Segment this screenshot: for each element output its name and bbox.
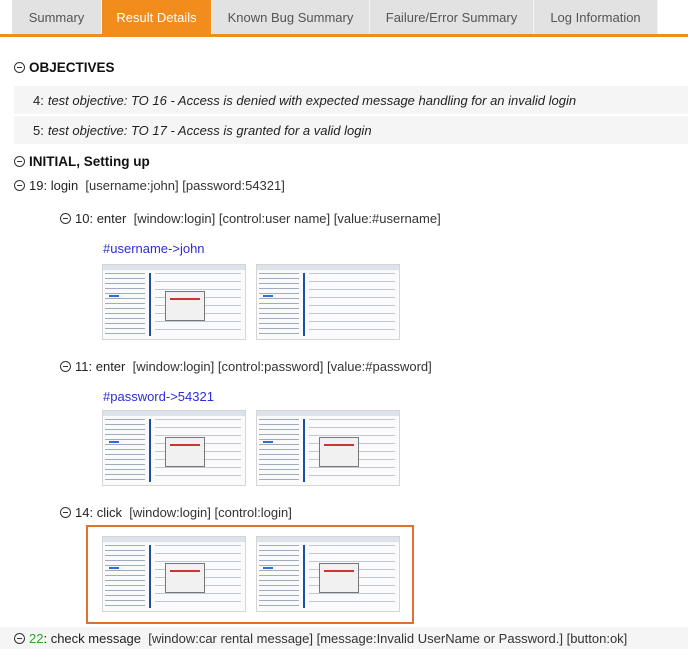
step-click-login[interactable] [0, 502, 688, 522]
step-action: : check message [43, 630, 142, 646]
objective-item [14, 116, 688, 144]
screenshot-thumbnail[interactable] [256, 536, 400, 612]
step-params: [window:login] [control:login] [129, 504, 292, 520]
objective-number: 4: [33, 92, 44, 108]
screenshot-group [102, 264, 400, 340]
objective-item [14, 86, 688, 114]
step-number: 19: [29, 177, 48, 193]
objective-text: test objective: TO 16 - Access is denied with expected message handling for an invalid login [47, 92, 577, 108]
objective-text: test objective: TO 17 - Access is granted for a valid login [47, 122, 372, 138]
step-number: 11: [75, 358, 93, 374]
initial-title: INITIAL, Setting up [29, 153, 150, 169]
tab-underline [0, 34, 688, 37]
step-params: [window:login] [control:user name] [value:#username] [133, 210, 441, 226]
tab-summary[interactable]: Summary [12, 0, 102, 34]
step-enter-password[interactable] [0, 356, 688, 376]
step-params: [window:car rental message] [message:Invalid UserName or Password.] [button:ok] [148, 630, 628, 646]
collapse-icon[interactable] [14, 633, 25, 644]
step-params: [username:john] [password:54321] [85, 177, 285, 193]
objectives-header[interactable] [0, 56, 688, 78]
initial-header[interactable] [0, 150, 688, 172]
tab-log-information[interactable]: Log Information [534, 0, 658, 34]
step-number: 14: [75, 504, 94, 520]
tab-bar [0, 0, 688, 34]
screenshot-thumbnail[interactable] [102, 536, 246, 612]
step-action: enter [95, 358, 126, 374]
tab-failure-error-summary[interactable]: Failure/Error Summary [370, 0, 534, 34]
step-action: enter [96, 210, 127, 226]
step-action: login [50, 177, 79, 193]
step-enter-username[interactable] [0, 208, 688, 228]
screenshot-thumbnail[interactable] [102, 410, 246, 486]
collapse-icon[interactable] [60, 213, 71, 224]
objectives-title: OBJECTIVES [29, 59, 115, 75]
screenshot-thumbnail[interactable] [256, 410, 400, 486]
step-params: [window:login] [control:password] [value:#password] [132, 358, 432, 374]
screenshot-thumbnail[interactable] [256, 264, 400, 340]
tab-result-details[interactable]: Result Details [102, 0, 212, 34]
objective-number: 5: [33, 122, 44, 138]
step-action: click [96, 504, 122, 520]
screenshot-thumbnail[interactable] [102, 264, 246, 340]
variable-assignment: #username->john [103, 241, 205, 256]
collapse-icon[interactable] [14, 180, 25, 191]
collapse-icon[interactable] [60, 507, 71, 518]
step-number: 22 [29, 630, 44, 646]
variable-assignment: #password->54321 [103, 389, 214, 404]
step-login[interactable] [0, 175, 688, 195]
tab-known-bug-summary[interactable]: Known Bug Summary [212, 0, 370, 34]
screenshot-group [102, 536, 400, 612]
collapse-icon[interactable] [60, 361, 71, 372]
step-number: 10: [75, 210, 94, 226]
collapse-icon[interactable] [14, 62, 25, 73]
screenshot-group [102, 410, 400, 486]
collapse-icon[interactable] [14, 156, 25, 167]
step-check-message[interactable] [0, 627, 688, 649]
